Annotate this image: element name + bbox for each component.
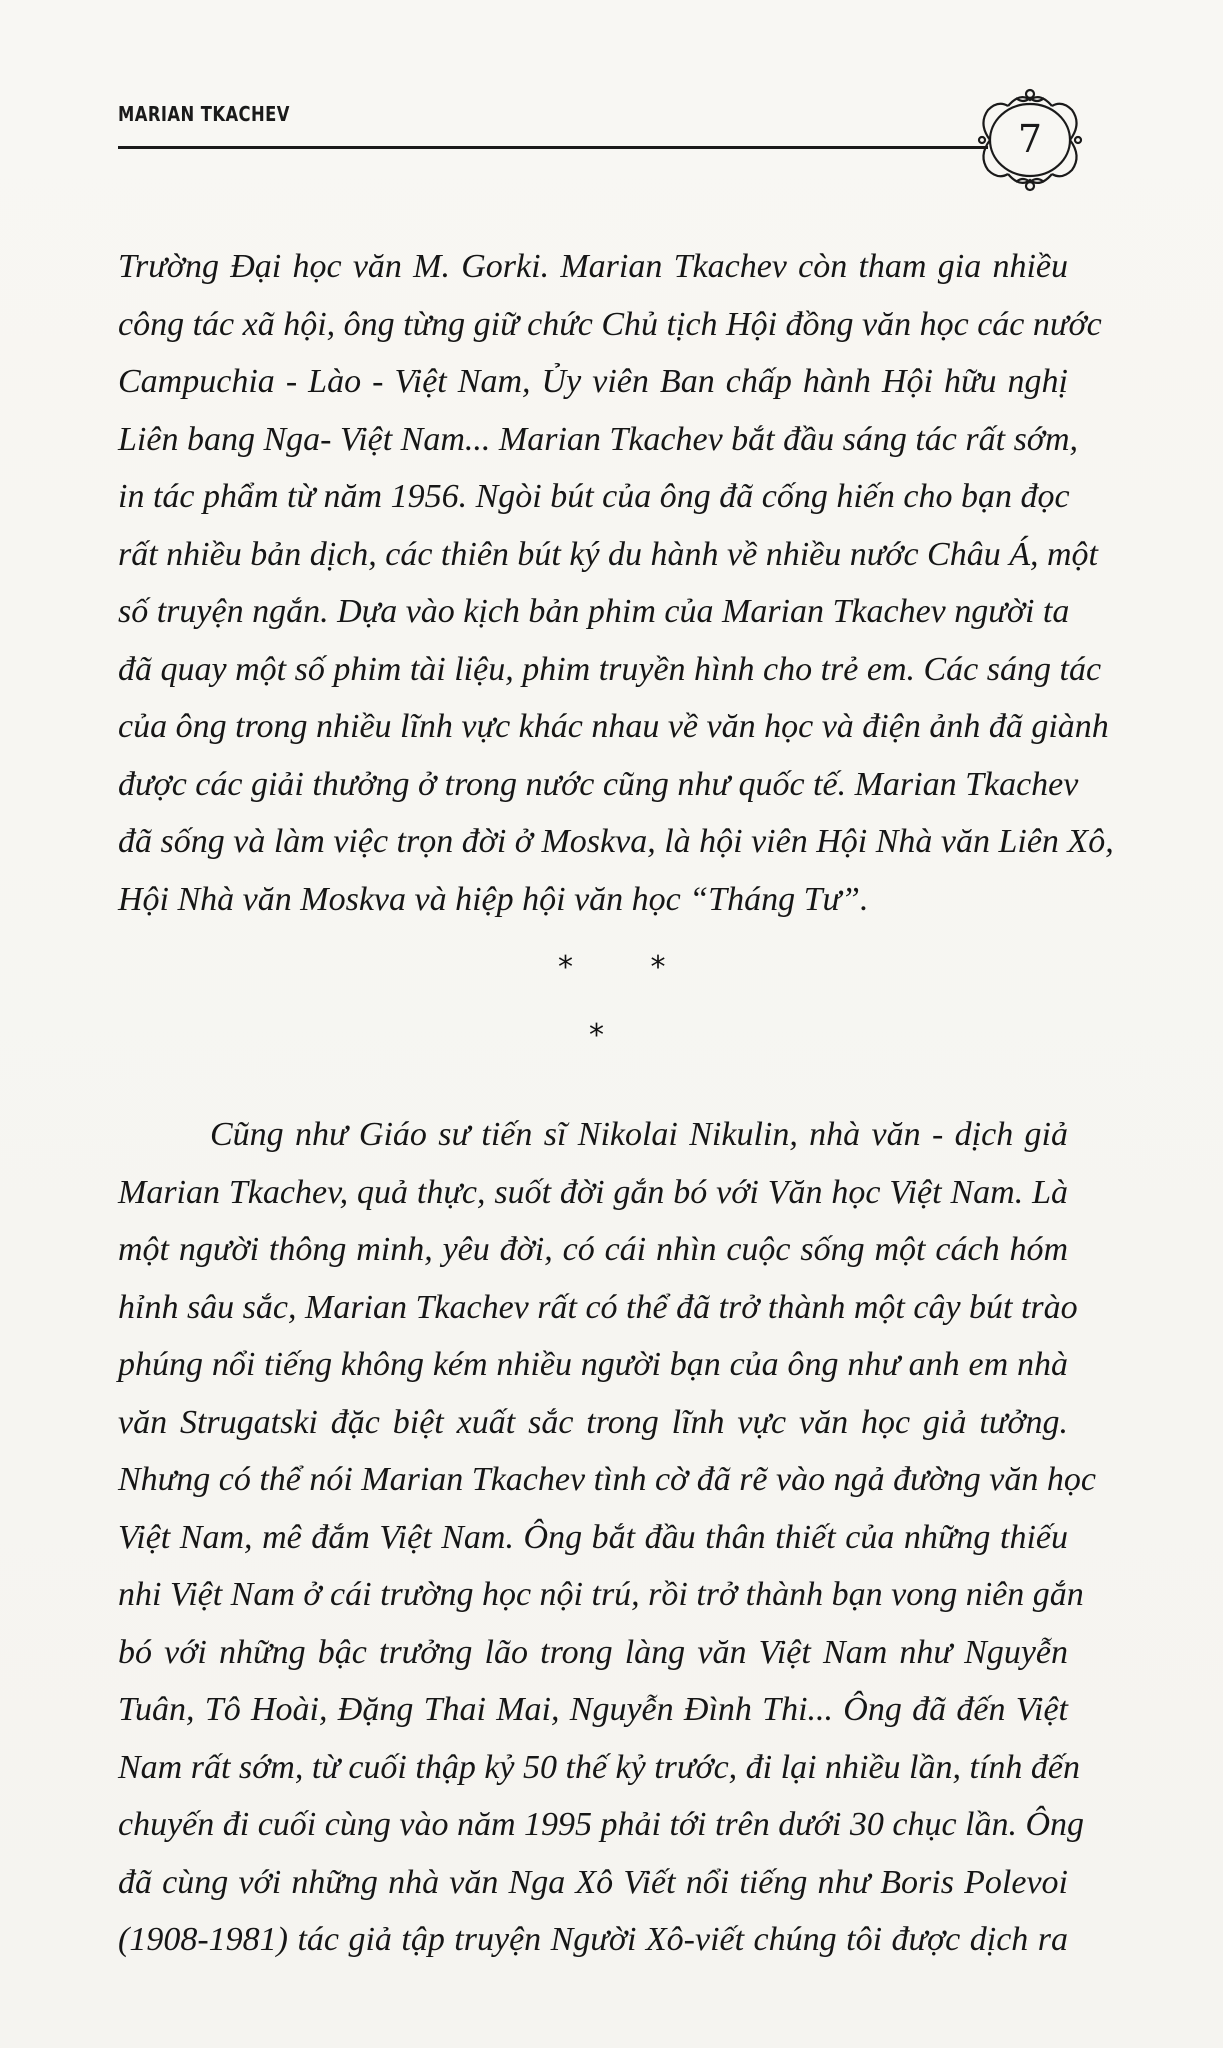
text-line: Campuchia - Lào - Việt Nam, Ủy viên Ban chấp hành Hội hữu nghị (118, 363, 1068, 400)
text-line: nhi Việt Nam ở cái trường học nội trú, rồi trở thành bạn vong niên gắn (118, 1576, 1084, 1613)
text-line: hỉnh sâu sắc, Marian Tkachev rất có thể đã trở thành một cây bút trào (118, 1288, 1078, 1326)
text-line: phúng nổi tiếng không kém nhiều người bạn của ông như anh em nhà (118, 1346, 1068, 1383)
header-rule (118, 146, 988, 149)
text-line: Hội Nhà văn Moskva và hiệp hội văn học “Tháng Tư”. (118, 880, 869, 918)
text-line: đã quay một số phim tài liệu, phim truyền hình cho trẻ em. Các sáng tác (118, 650, 1102, 688)
page-number: 7 (1017, 117, 1043, 161)
text-line: của ông trong nhiều lĩnh vực khác nhau về văn học và điện ảnh đã giành (118, 708, 1109, 745)
text-line: (1908-1981) tác giả tập truyện Người Xô-viết chúng tôi được dịch ra (118, 1921, 1068, 1958)
paragraph-1 (118, 238, 1114, 928)
text-line: Nam rất sớm, từ cuối thập kỷ 50 thế kỷ trước, đi lại nhiều lần, tính đến (118, 1748, 1080, 1786)
text-line: số truyện ngắn. Dựa vào kịch bản phim của Marian Tkachev người ta (118, 593, 1070, 630)
text-line: Marian Tkachev, quả thực, suốt đời gắn bó với Văn học Việt Nam. Là (118, 1173, 1068, 1211)
page-number-badge (968, 84, 1092, 194)
text-line: bó với những bậc trưởng lão trong làng văn Việt Nam như Nguyễn (118, 1633, 1068, 1671)
section-separator-top: * * (558, 950, 700, 985)
text-line: một người thông minh, yêu đời, có cái nhìn cuộc sống một cách hóm (118, 1231, 1068, 1268)
text-line: đã cùng với những nhà văn Nga Xô Viết nổi tiếng như Boris Polevoi (118, 1863, 1068, 1901)
text-line: Liên bang Nga- Việt Nam... Marian Tkachev bắt đầu sáng tác rất sớm, (118, 420, 1079, 458)
text-line: Nhưng có thể nói Marian Tkachev tình cờ đã rẽ vào ngả đường văn học (118, 1461, 1096, 1498)
running-header-author: MARIAN TKACHEV (118, 102, 290, 126)
text-line: Trường Đại học văn M. Gorki. Marian Tkachev còn tham gia nhiều (118, 248, 1068, 285)
text-line: Cũng như Giáo sư tiến sĩ Nikolai Nikulin, nhà văn - dịch giả (210, 1116, 1068, 1153)
text-line: được các giải thưởng ở trong nước cũng như quốc tế. Marian Tkachev (118, 765, 1079, 803)
text-line: Việt Nam, mê đắm Việt Nam. Ông bắt đầu thân thiết của những thiếu (118, 1518, 1068, 1556)
text-line: văn Strugatski đặc biệt xuất sắc trong lĩnh vực văn học giả tưởng. (118, 1403, 1068, 1441)
text-line: Tuân, Tô Hoài, Đặng Thai Mai, Nguyễn Đình Thi... Ông đã đến Việt (118, 1691, 1068, 1728)
text-line: chuyến đi cuối cùng vào năm 1995 phải tới trên dưới 30 chục lần. Ông (118, 1806, 1085, 1843)
text-line: rất nhiều bản dịch, các thiên bút ký du hành về nhiều nước Châu Á, một (118, 535, 1098, 573)
section-separator-bottom: * (589, 1018, 604, 1053)
paragraph-2 (118, 1106, 1096, 1969)
text-line: công tác xã hội, ông từng giữ chức Chủ tịch Hội đồng văn học các nước (118, 305, 1102, 343)
text-line: in tác phẩm từ năm 1956. Ngòi bút của ông đã cống hiến cho bạn đọc (118, 478, 1070, 515)
text-line: đã sống và làm việc trọn đời ở Moskva, là hội viên Hội Nhà văn Liên Xô, (118, 823, 1114, 860)
